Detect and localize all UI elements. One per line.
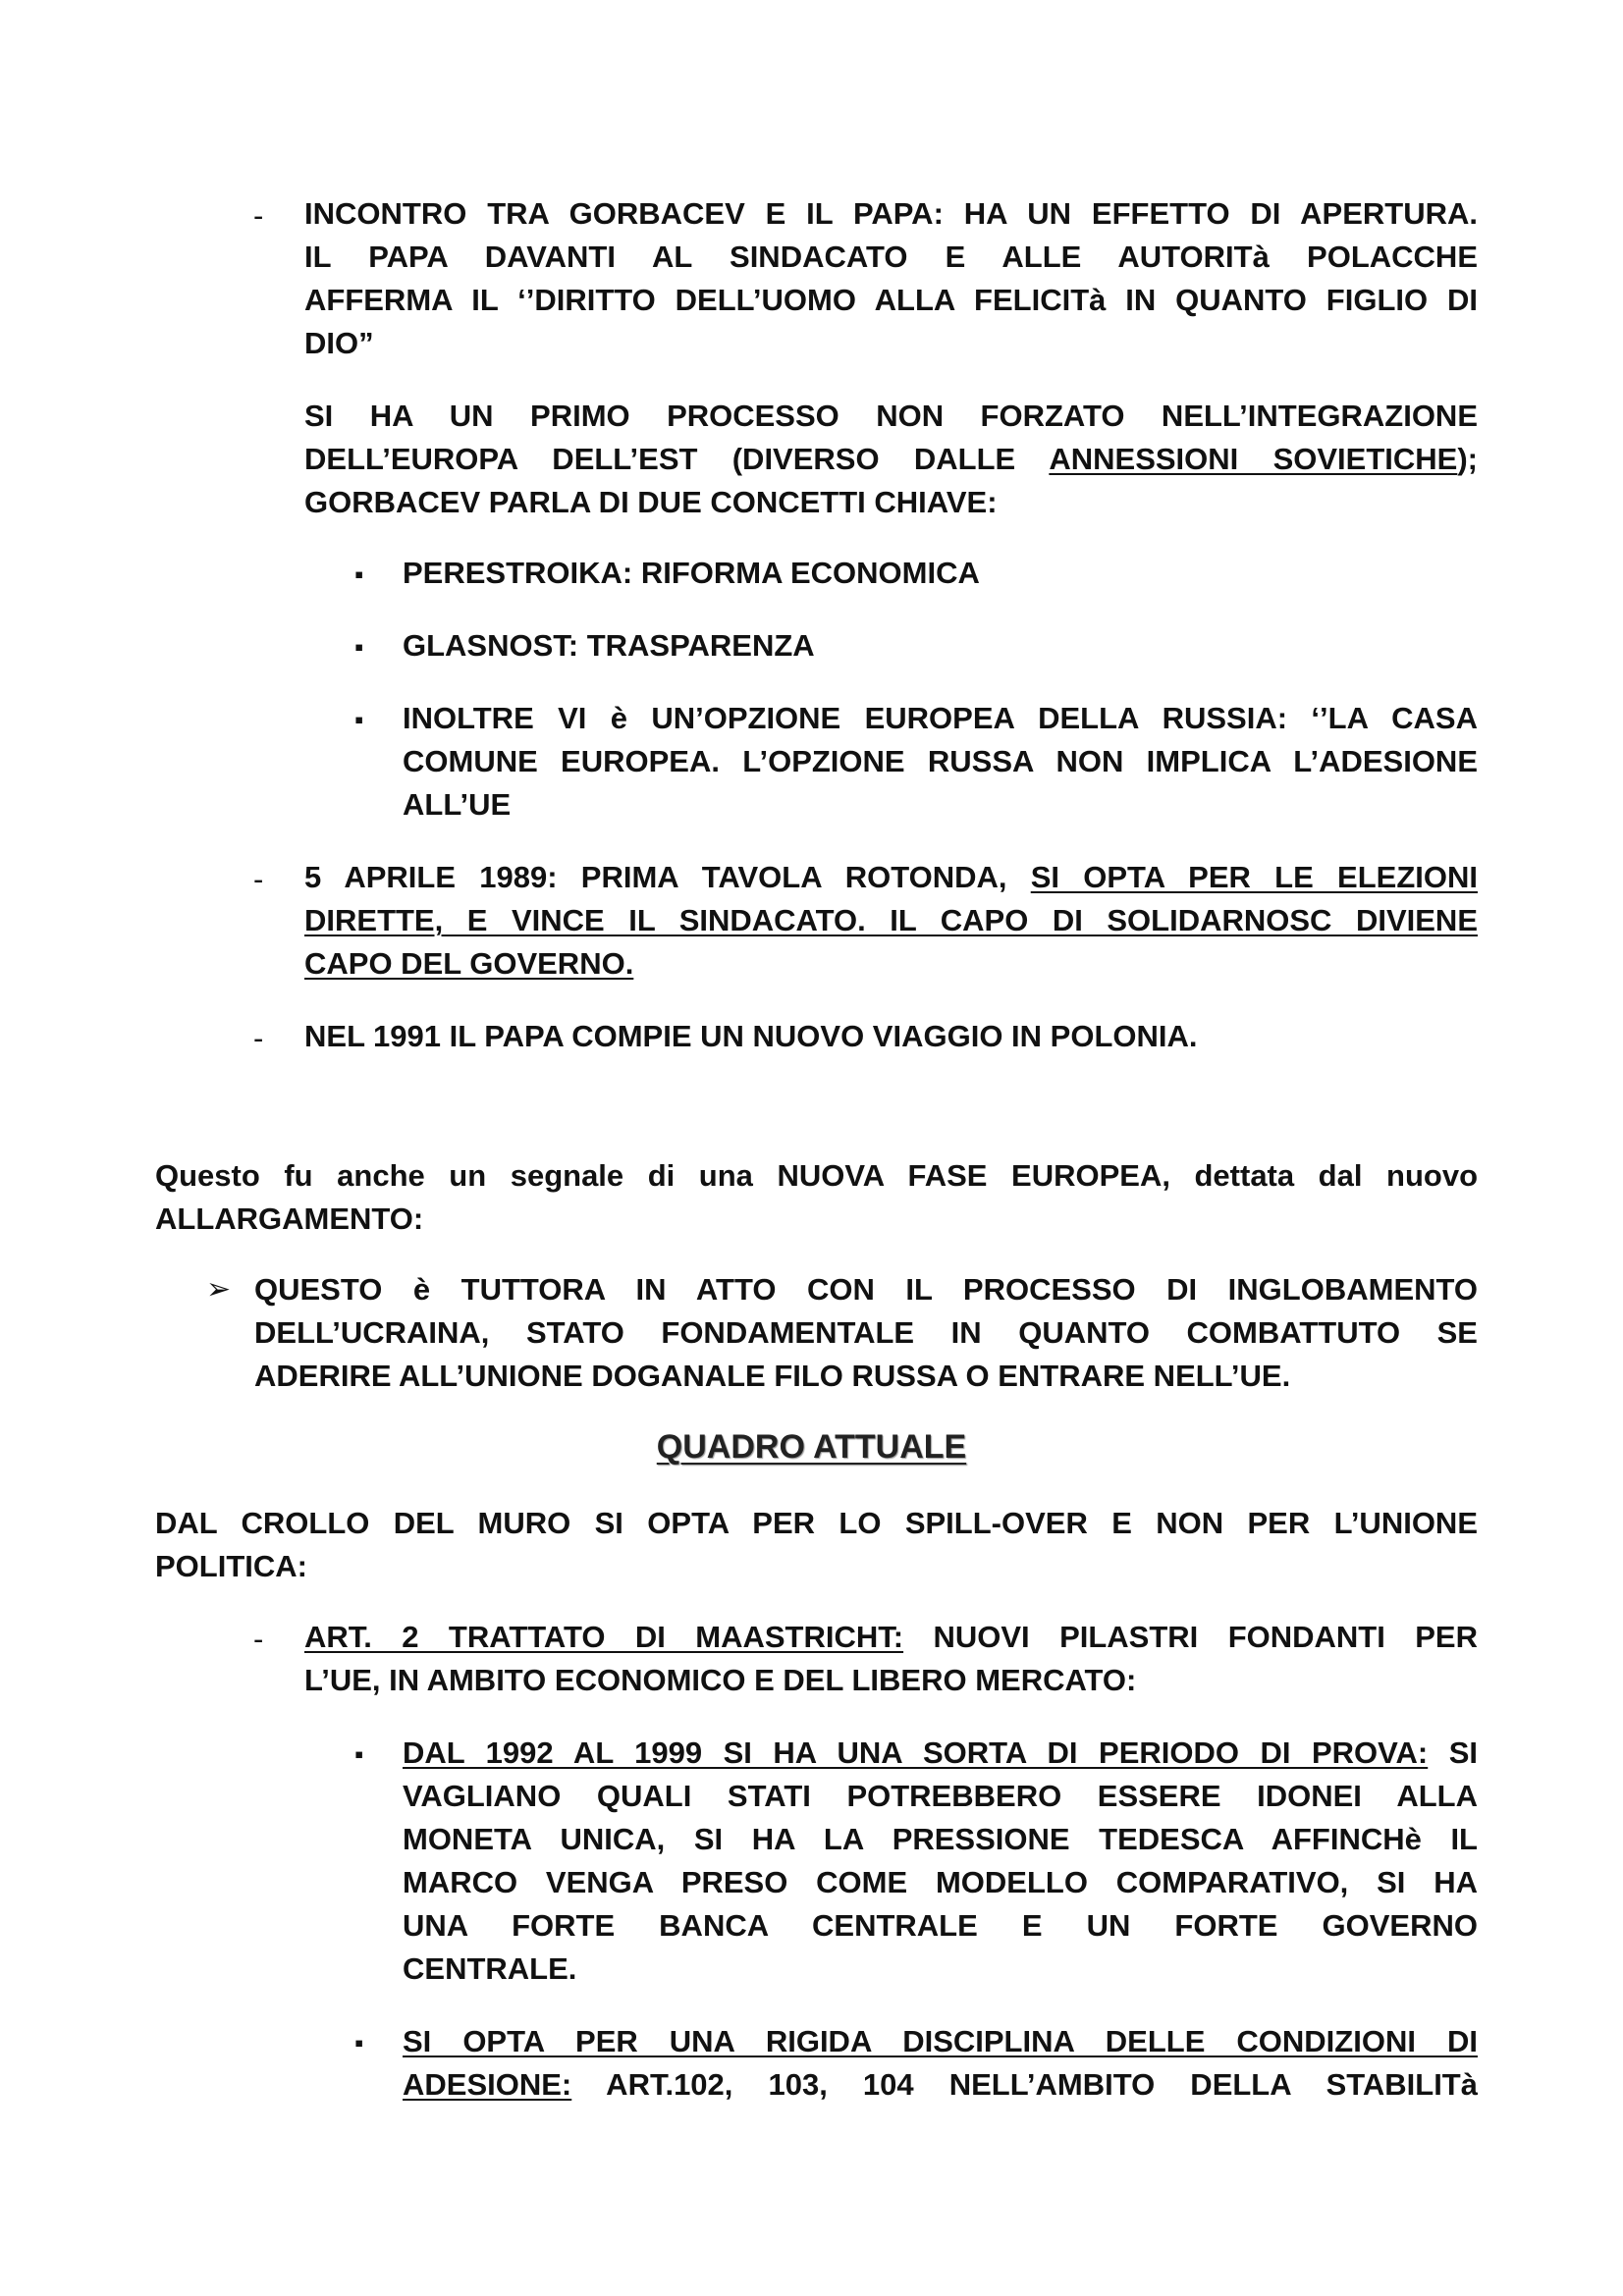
text-line: INCONTRO TRA GORBACEV E IL PAPA: HA UN EFFETTO DI APERTURA. bbox=[304, 196, 1478, 231]
text-line: NEL 1991 IL PAPA COMPIE UN NUOVO VIAGGIO IN POLONIA. bbox=[304, 1019, 1198, 1053]
text-line: SI HA UN PRIMO PROCESSO NON FORZATO NELL’INTEGRAZIONE bbox=[304, 399, 1478, 433]
subbullet-glasnost bbox=[403, 624, 1478, 667]
bullet-art-2 bbox=[304, 1616, 1478, 1702]
bullet-5-aprile bbox=[304, 856, 1478, 986]
text-line bbox=[403, 2063, 1478, 2107]
square-bullet-marker: ▪ bbox=[354, 632, 364, 662]
bullet-incontro bbox=[304, 192, 1478, 365]
square-bullet-marker: ▪ bbox=[354, 1739, 364, 1769]
underlined-text: ANNESSIONI SOVIETICHE bbox=[1049, 442, 1458, 476]
text-line: PERESTROIKA: RIFORMA ECONOMICA bbox=[403, 556, 980, 590]
square-bullet-marker: ▪ bbox=[354, 2028, 364, 2057]
text-line: QUESTO è TUTTORA IN ATTO CON IL PROCESSO DI INGLOBAMENTO bbox=[254, 1272, 1478, 1307]
text-line bbox=[304, 899, 1478, 942]
text-line: GLASNOST: TRASPARENZA bbox=[403, 628, 815, 663]
paragraph-integrazione bbox=[304, 395, 1478, 524]
subbullet-inoltre bbox=[403, 697, 1478, 827]
text-line bbox=[403, 1732, 1478, 1775]
square-bullet-marker: ▪ bbox=[354, 560, 364, 589]
text-segment: DELL’EUROPA DELL’EST (DIVERSO DALLE bbox=[304, 442, 1050, 476]
text-segment: 5 APRILE 1989: PRIMA TAVOLA ROTONDA, bbox=[304, 860, 1031, 894]
text-line bbox=[304, 1616, 1478, 1659]
text-line: MONETA UNICA, SI HA LA PRESSIONE TEDESCA AFFINCHè IL bbox=[403, 1822, 1478, 1856]
text-line: CENTRALE. bbox=[403, 1951, 577, 1986]
text-line: MARCO VENGA PRESO COME MODELLO COMPARATIVO, SI HA bbox=[403, 1865, 1478, 1899]
text-line bbox=[304, 438, 1478, 481]
text-line bbox=[304, 856, 1478, 899]
text-line: ADERIRE ALL’UNIONE DOGANALE FILO RUSSA O ENTRARE NELL’UE. bbox=[254, 1359, 1291, 1393]
text-line: IL PAPA DAVANTI AL SINDACATO E ALLE AUTORITà POLACCHE bbox=[304, 240, 1478, 274]
text-segment: ); bbox=[1457, 442, 1478, 476]
subbullet-1992 bbox=[403, 1732, 1478, 1991]
section-heading: QUADRO ATTUALE bbox=[656, 1428, 967, 1466]
arrow-bullet-marker: ➢ bbox=[206, 1273, 232, 1306]
bullet-1991 bbox=[304, 1015, 1478, 1058]
underlined-text: DAL 1992 AL 1999 SI HA UNA SORTA DI PERIODO DI PROVA: bbox=[403, 1735, 1429, 1770]
dash-marker: - bbox=[253, 1021, 264, 1055]
text-line: DAL CROLLO DEL MURO SI OPTA PER LO SPILL-OVER E NON PER L’UNIONE bbox=[155, 1506, 1478, 1540]
text-line: GORBACEV PARLA DI DUE CONCETTI CHIAVE: bbox=[304, 485, 998, 519]
text-segment: SI bbox=[1428, 1735, 1478, 1770]
text-line: DIO” bbox=[304, 326, 374, 360]
text-line: AFFERMA IL ‘’DIRITTO DELL’UOMO ALLA FELICITà IN QUANTO FIGLIO DI bbox=[304, 283, 1478, 317]
dash-marker: - bbox=[253, 198, 264, 233]
text-line: ALLARGAMENTO: bbox=[155, 1201, 424, 1236]
text-line: ALL’UE bbox=[403, 787, 512, 822]
subbullet-perestroika bbox=[403, 552, 1478, 595]
text-line: INOLTRE VI è UN’OPZIONE EUROPEA DELLA RUSSIA: ‘’LA CASA bbox=[403, 701, 1478, 735]
underlined-text: ADESIONE: bbox=[403, 2067, 572, 2102]
text-line: L’UE, IN AMBITO ECONOMICO E DEL LIBERO MERCATO: bbox=[304, 1663, 1137, 1697]
square-bullet-marker: ▪ bbox=[354, 705, 364, 734]
text-segment: NUOVI PILASTRI FONDANTI PER bbox=[903, 1620, 1478, 1654]
text-line: DELL’UCRAINA, STATO FONDAMENTALE IN QUANTO COMBATTUTO SE bbox=[254, 1315, 1478, 1350]
text-line: UNA FORTE BANCA CENTRALE E UN FORTE GOVERNO bbox=[403, 1908, 1478, 1943]
underlined-text: SI OPTA PER LE ELEZIONI bbox=[1030, 860, 1478, 894]
paragraph-nuova-fase bbox=[155, 1154, 1478, 1241]
paragraph-crollo bbox=[155, 1502, 1478, 1588]
text-line: Questo fu anche un segnale di una NUOVA FASE EUROPEA, dettata dal nuovo bbox=[155, 1158, 1478, 1193]
text-line: COMUNE EUROPEA. L’OPZIONE RUSSA NON IMPLICA L’ADESIONE bbox=[403, 744, 1478, 778]
subbullet-rigida bbox=[403, 2020, 1478, 2107]
text-line bbox=[403, 2020, 1478, 2063]
text-line: POLITICA: bbox=[155, 1549, 307, 1583]
dash-marker: - bbox=[253, 862, 264, 896]
text-segment: ART.102, 103, 104 NELL’AMBITO DELLA STABILITà bbox=[571, 2067, 1478, 2102]
underlined-text: SI OPTA PER UNA RIGIDA DISCIPLINA DELLE CONDIZIONI DI bbox=[403, 2024, 1478, 2058]
underlined-text: ART. 2 TRATTATO DI MAASTRICHT: bbox=[304, 1620, 904, 1654]
underlined-text: DIRETTE, E VINCE IL SINDACATO. IL CAPO DI SOLIDARNOSC DIVIENE bbox=[304, 903, 1478, 937]
dash-marker: - bbox=[253, 1622, 264, 1656]
arrow-bullet-ucraina bbox=[254, 1268, 1478, 1398]
text-line bbox=[304, 942, 1478, 986]
underlined-text: CAPO DEL GOVERNO. bbox=[304, 946, 634, 981]
text-line: VAGLIANO QUALI STATI POTREBBERO ESSERE IDONEI ALLA bbox=[403, 1779, 1478, 1813]
